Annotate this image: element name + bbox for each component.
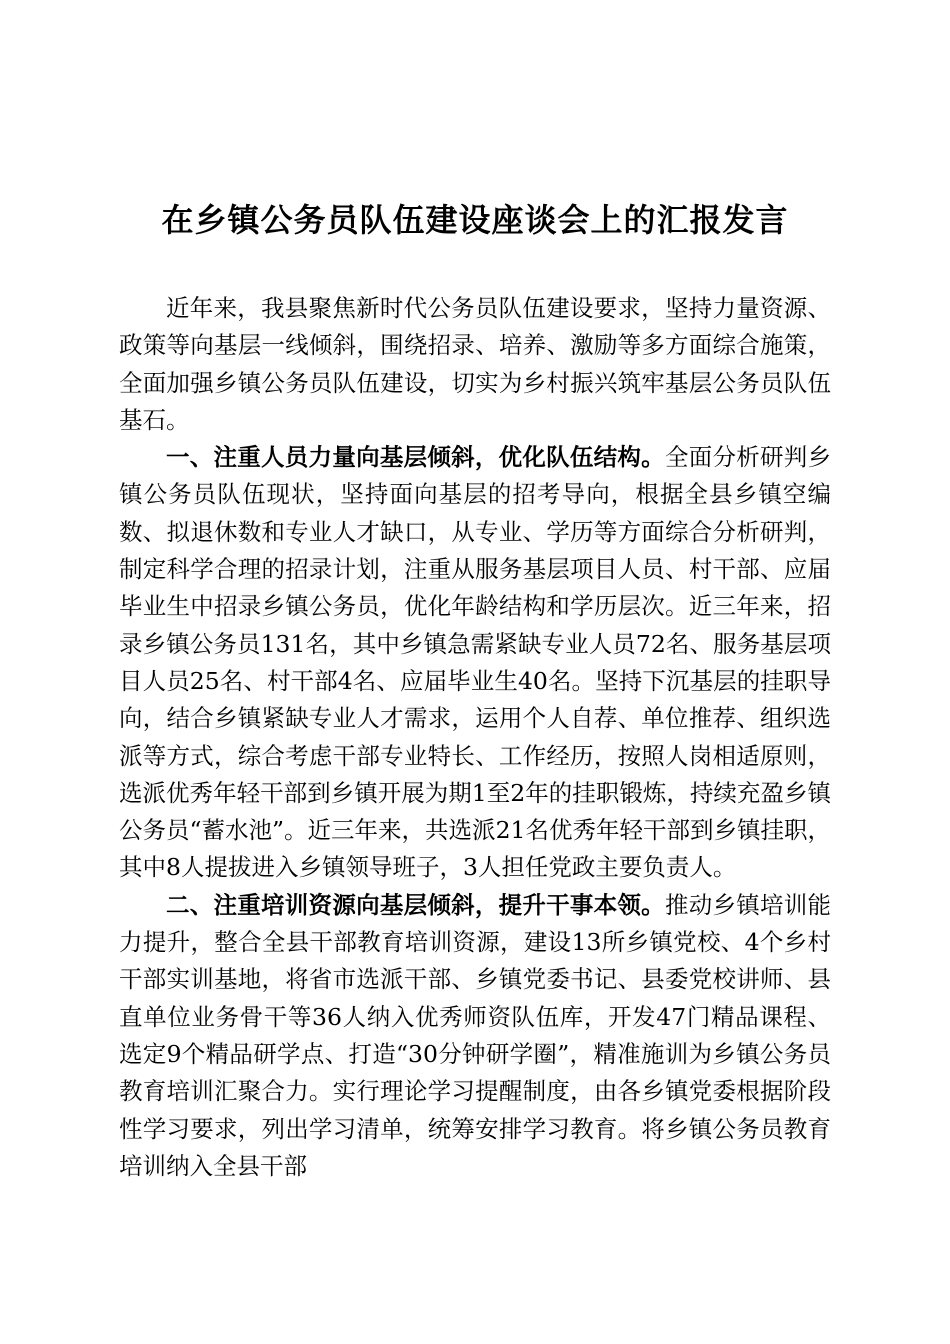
paragraph-section-2 [119, 887, 831, 1185]
paragraph-text: 推动乡镇培训能力提升，整合全县干部教育培训资源，建设13所乡镇党校、4个乡村干部实训基地，将省市选派干部、乡镇党委书记、县委党校讲师、县直单位业务骨干等36人纳入优秀师资队伍库，开发47门精品课程、选定9个精品研学点、打造“30分钟研学圈”，精准施训为乡镇公务员教育培训汇聚合力。实行理论学习提醒制度，由各乡镇党委根据阶段性学习要求，列出学习清单，统筹安排学习教育。将乡镇公务员教育培训纳入全县干部 [119, 890, 832, 1180]
paragraph-section-1 [119, 439, 831, 887]
paragraph-text: 全面分析研判乡镇公务员队伍现状，坚持面向基层的招考导向，根据全县乡镇空编数、拟退休数和专业人才缺口，从专业、学历等方面综合分析研判，制定科学合理的招录计划，注重从服务基层项目人员、村干部、应届毕业生中招录乡镇公务员，优化年龄结构和学历层次。近三年来，招录乡镇公务员131名，其中乡镇急需紧缺专业人员72名、服务基层项目人员25名、村干部4名、应届毕业生40名。坚持下沉基层的挂职导向，结合乡镇紧缺专业人才需求，运用个人自荐、单位推荐、组织选派等方式，综合考虑干部专业特长、工作经历，按照人岗相适原则，选派优秀年轻干部到乡镇开展为期1至2年的挂职锻炼，持续充盈乡镇公务员“蓄水池”。近三年来，共选派21名优秀年轻干部到乡镇挂职，其中8人提拔进入乡镇领导班子，3人担任党政主要负责人。 [119, 443, 832, 882]
document-title: 在乡镇公务员队伍建设座谈会上的汇报发言 [161, 201, 789, 239]
section-heading: 二、注重培训资源向基层倾斜，提升干事本领。 [166, 890, 665, 919]
document-body [119, 290, 831, 1185]
paragraph-text: 近年来，我县聚焦新时代公务员队伍建设要求，坚持力量资源、政策等向基层一线倾斜，围绕招录、培养、激励等多方面综合施策，全面加强乡镇公务员队伍建设，切实为乡村振兴筑牢基层公务员队伍基石。 [119, 294, 831, 434]
paragraph-intro [119, 290, 831, 439]
section-heading: 一、注重人员力量向基层倾斜，优化队伍结构。 [166, 443, 665, 472]
